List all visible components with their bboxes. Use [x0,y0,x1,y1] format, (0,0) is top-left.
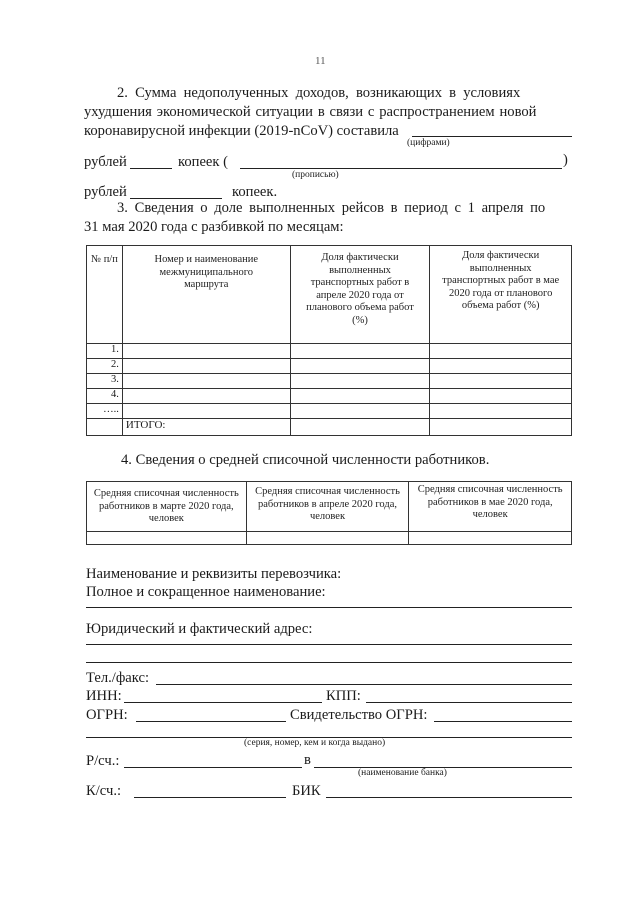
header-num: № п/п [87,246,123,344]
header-may-staff: Средняя списочная численность работников в мае 2020 года, человек [409,482,572,532]
ogrn-label: ОГРН: [86,707,128,723]
address-field-1[interactable] [86,644,572,645]
section4-title: 4. Сведения о средней списочной численности работников. [121,452,490,468]
total-label: ИТОГО: [122,419,290,436]
in-bank-label: в [304,752,311,768]
table-row: ….. [87,404,572,419]
table-row: 1. [87,344,572,359]
account-label: Р/сч.: [86,753,120,769]
words-hint: (прописью) [292,170,339,180]
digits-hint: (цифрами) [407,138,450,148]
sum-digits-field[interactable] [412,136,572,137]
staff-table [86,481,572,545]
phone-label: Тел./факс: [86,670,150,686]
kop-label-2: копеек. [232,184,278,200]
rub-label-2: рублей [84,184,127,200]
address-label: Юридический и фактический адрес: [86,621,313,637]
table-row: 3. [87,374,572,389]
flights-table [86,245,572,436]
table-row: 4. [87,389,572,404]
account-field[interactable] [124,767,302,768]
section3-line2: 31 мая 2020 года с разбивкой по месяцам: [84,219,344,235]
rub-field[interactable] [130,168,172,169]
phone-field[interactable] [156,684,572,685]
table-row [87,532,572,545]
ogrn-field[interactable] [136,721,286,722]
table-total-row [87,419,572,436]
sum-words-field[interactable] [240,168,562,169]
header-route: Номер и наименование межмуниципального маршрута [122,246,290,344]
corr-account-label: К/сч.: [86,783,122,799]
header-april: Доля фактически выполненных транспортных работ в апреле 2020 года от планового объема работ (%) [290,246,430,344]
full-name-label: Полное и сокращенное наименование: [86,584,326,600]
certificate-field[interactable] [434,721,572,722]
kop-label: копеек ( [178,154,229,170]
corr-account-field[interactable] [134,797,286,798]
header-march-staff: Средняя списочная численность работников в марте 2020 года, человек [87,482,247,532]
bank-hint: (наименование банка) [358,768,447,778]
inn-label: ИНН: [86,688,122,704]
certificate-label: Свидетельство ОГРН: [290,707,428,723]
section2-line2: ухудшения экономической ситуации в связи с распространением новой [84,104,537,120]
kpp-field[interactable] [366,702,572,703]
section3-line1: 3. Сведения о доле выполненных рейсов в период с 1 апреля по [117,200,546,216]
header-april-staff: Средняя списочная численность работников в апреле 2020 года, человек [246,482,409,532]
rub-label: рублей [84,154,127,170]
section2-line3: коронавирусной инфекции (2019-nCoV) составила [84,123,399,139]
certificate-hint: (серия, номер, кем и когда выдано) [244,738,386,748]
section2-line1: 2. Сумма недополученных доходов, возникающих в условиях [117,85,521,101]
table-row: 2. [87,359,572,374]
carrier-title: Наименование и реквизиты перевозчика: [86,566,342,582]
full-name-field[interactable] [86,607,572,608]
inn-field[interactable] [124,702,322,703]
bik-field[interactable] [326,797,572,798]
kpp-label: КПП: [326,688,361,704]
page-number: 11 [315,55,326,67]
close-paren: ) [563,152,568,168]
bik-label: БИК [292,783,321,799]
header-may: Доля фактически выполненных транспортных работ в мае 2020 года от планового объема работ (%) [430,246,572,344]
address-field-2[interactable] [86,662,572,663]
